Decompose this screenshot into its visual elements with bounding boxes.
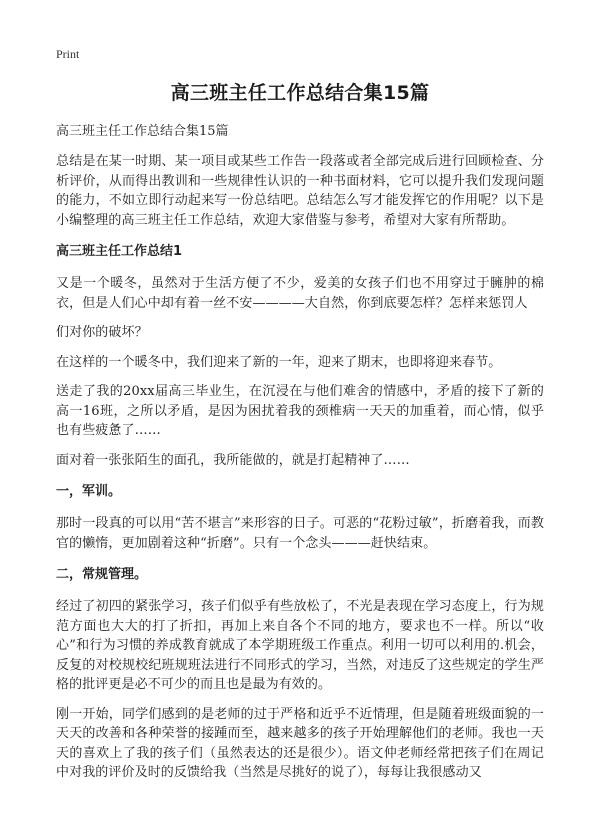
document-subtitle: 高三班主任工作总结合集15篇	[56, 124, 229, 139]
paragraph: 送走了我的20xx届高三毕业生，在沉浸在与他们难舍的情感中，矛盾的接下了新的高一16班，之所以矛盾，是因为困扰着我的颈椎病一天天的加重着，而心情，似乎也有些疲惫了……	[56, 384, 544, 438]
paragraph: 刚一开始，同学们感到的是老师的过于严格和近乎不近情理，但是随着班级面貌的一天天的改善和各种荣誉的接踵而至，越来越多的孩子开始理解他们的老师。我也一天天的喜欢上了我的孩子们（虽然表达的还是很少）。语文仲老师经常把孩子们在周记中对我的评价及时的反馈给我（当然是尽挑好的说了），每每让我很感动又	[56, 706, 544, 780]
paragraph: 又是一个暖冬，虽然对于生活方便了不少，爱美的女孩子们也不用穿过于臃肿的棉衣，但是人们心中却有着一丝不安————大自然，你到底要怎样？怎样来惩罚人	[56, 276, 544, 311]
intro-paragraph: 总结是在某一时期、某一项目或某些工作告一段落或者全部完成后进行回顾检查、分析评价，从而得出教训和一些规律性认识的一种书面材料，它可以提升我们发现问题的能力，不如立即行动起来写一份总结吧。总结怎么写才能发挥它的作用呢？以下是小编整理的高三班主任工作总结，欢迎大家借鉴与参考，希望对大家有所帮助。	[56, 154, 544, 228]
paragraph: 在这样的一个暖冬中，我们迎来了新的一年，迎来了期末，也即将迎来春节。	[56, 354, 502, 370]
section-heading-summary-1: 高三班主任工作总结1	[56, 244, 183, 259]
paragraph: 经过了初四的紧张学习，孩子们似乎有些放松了，不光是表现在学习态度上，行为规范方面也大大的打了折扣，再加上来自各个不同的地方，要求也不一样。所以“收心”和行为习惯的养成教育就成了本学期班级工作重点。利用一切可以利用的.机会，反复的对校规校纪班规班法进行不同形式的学习，当然，对违反了这些规定的学生严格的批评更是必不可少的而且也是最为有效的。	[56, 599, 544, 692]
paragraph: 面对着一张张陌生的面孔，我所能做的，就是打起精神了……	[56, 452, 410, 468]
section-heading-routine-management: 二，常规管理。	[56, 567, 148, 582]
document-body	[56, 80, 544, 793]
paragraph: 那时一段真的可以用“苦不堪言”来形容的日子。可恶的“花粉过敏”，折磨着我，而教官的懒惰，更加剧着这种“折磨”。只有一个念头———赶快结束。	[56, 516, 544, 551]
print-link[interactable]: Print	[56, 47, 80, 61]
page-title: 高三班主任工作总结合集15篇	[170, 82, 430, 104]
section-heading-military-training: 一，军训。	[56, 484, 122, 499]
paragraph: 们对你的破坏？	[56, 325, 148, 340]
